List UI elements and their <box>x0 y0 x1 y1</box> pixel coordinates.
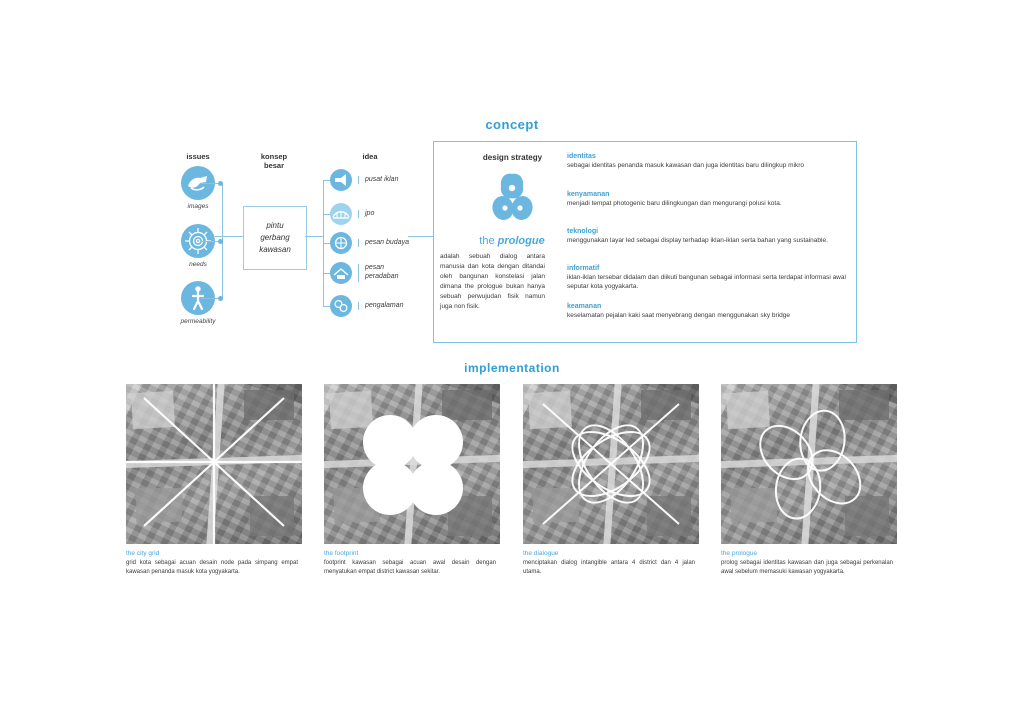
panel-caption-title: the city grid <box>126 550 160 557</box>
implementation-panel-footprint <box>324 384 500 577</box>
column-heading-konsep-line2: besar <box>263 161 284 171</box>
column-heading-idea: idea <box>362 152 378 161</box>
experience-glyph <box>330 295 352 317</box>
experience-icon <box>330 295 352 317</box>
aerial-photo <box>721 384 897 544</box>
civilization-glyph <box>330 262 352 284</box>
issue-label: images <box>187 203 209 210</box>
design-strategy-heading: design strategy <box>482 153 543 162</box>
prologue-logo <box>481 168 543 230</box>
overlay-four-solid-circles <box>324 384 500 544</box>
connector-dot <box>218 296 223 301</box>
issue-label: permeability <box>180 318 216 325</box>
idea-item-pesan-budaya <box>330 232 409 254</box>
idea-label: pesan budaya <box>358 239 409 248</box>
implementation-section-title: implementation <box>464 361 560 375</box>
connector-idea-to-strategy <box>408 236 433 237</box>
idea-item-jpo <box>330 203 374 225</box>
panel-caption-text: prolog sebagai identitas kawasan dan juga sebagai perkenalan awal sebelum memasuki kawasan yogyakarta. <box>721 560 893 575</box>
connector-issues-to-konsep <box>215 236 243 237</box>
konsep-besar-line-3: kawasan <box>259 245 291 254</box>
issue-label: needs <box>189 261 207 268</box>
strategy-title: keamanan <box>567 303 602 310</box>
overlay-radial-grid <box>126 384 302 544</box>
idea-label <box>358 264 398 282</box>
prologue-name: prologue <box>497 235 545 247</box>
strategy-title: identitas <box>567 153 596 160</box>
idea-item-pusat-iklan <box>330 169 398 191</box>
strategy-title: teknologi <box>567 228 599 235</box>
bridge-glyph <box>330 203 352 225</box>
implementation-panel-dialogue <box>523 384 699 577</box>
panel-caption-title: the dialogue <box>523 550 559 557</box>
aerial-photo <box>523 384 699 544</box>
issue-item-permeability <box>167 281 229 325</box>
strategy-title: kenyamanan <box>567 191 610 198</box>
strategy-text: menjadi tempat photogenic baru dilingkungan dan mengurangi polusi kota. <box>567 200 782 207</box>
connector-dot <box>218 239 223 244</box>
connector-konsep-to-idea <box>305 236 323 237</box>
culture-icon <box>330 232 352 254</box>
concept-section-title: concept <box>485 117 539 132</box>
strategy-text: sebagai identitas penanda masuk kawasan dan juga identitas baru dilingkup mikro <box>567 162 805 169</box>
strategy-item-keamanan <box>567 303 847 320</box>
prologue-wordmark <box>448 235 576 247</box>
konsep-besar-line-2: gerbang <box>260 233 290 242</box>
strategy-title: informatif <box>567 265 600 272</box>
panel-caption-text: menciptakan dialog intangible antara 4 district dan 4 jalan utama. <box>523 560 695 575</box>
megaphone-icon <box>330 169 352 191</box>
konsep-besar-box <box>243 206 307 270</box>
aerial-photo <box>324 384 500 544</box>
idea-label-line2: peradaban <box>365 273 399 280</box>
panel-caption-title: the footprint <box>324 550 359 557</box>
issue-item-needs <box>167 224 229 268</box>
strategy-item-informatif <box>567 265 847 292</box>
panel-caption-title: the prologue <box>721 550 758 557</box>
column-heading-konsep-besar <box>243 152 305 171</box>
idea-label: pusat iklan <box>358 176 398 185</box>
strategy-text: keselamatan pejalan kaki saat menyebrang dengan menggunakan sky bridge <box>567 312 790 319</box>
strategy-text: iklan-iklan tersebar didalam dan diikuti bangunan sebagai informasi serta terdapat informasi awal seputar kota yogyakarta. <box>567 274 846 291</box>
strategy-item-kenyamanan <box>567 191 847 208</box>
idea-label: pengalaman <box>358 302 404 311</box>
strategy-item-teknologi <box>567 228 847 245</box>
konsep-besar-line-1: pintu <box>266 221 284 230</box>
overlay-four-petal-outline <box>523 384 699 544</box>
strategy-item-identitas <box>567 153 847 170</box>
idea-label-line1: pesan <box>365 264 385 272</box>
column-heading-konsep-line1: konsep <box>260 152 288 161</box>
panel-caption-text: footprint kawasan sebagai acuan awal desain dengan menyatukan empat district kawasan sekitar. <box>324 560 496 575</box>
aerial-photo <box>126 384 302 544</box>
strategy-text: menggunakan layar led sebagai display terhadap iklan-iklan serta bahan yang sustainable. <box>567 237 828 244</box>
idea-item-pesan-peradaban <box>330 262 398 284</box>
panel-caption-text: grid kota sebagai acuan desain node pada simpang empat kawasan penanda masuk kota yogyakarta. <box>126 560 298 575</box>
idea-label: jpo <box>358 210 374 219</box>
implementation-panel-city-grid <box>126 384 302 577</box>
implementation-panel-prologue <box>721 384 897 577</box>
idea-item-pengalaman <box>330 295 404 317</box>
prologue-logo-glyph <box>481 168 543 230</box>
civilization-icon <box>330 262 352 284</box>
prologue-description: adalah sebuah dialog antara manusia dan kota dengan ditandai oleh bangunan konstelasi jalan dimana the prologue bukan hanya sebuah perwujudan fisik namun juga non fisik. <box>440 253 545 311</box>
connector-dot <box>218 181 223 186</box>
column-heading-issues: issues <box>186 152 210 161</box>
bridge-icon <box>330 203 352 225</box>
overlay-rotated-petals-outline <box>721 384 897 544</box>
prologue-prefix: the <box>479 235 498 247</box>
culture-glyph <box>330 232 352 254</box>
megaphone-glyph <box>330 169 352 191</box>
issue-item-images <box>167 166 229 210</box>
